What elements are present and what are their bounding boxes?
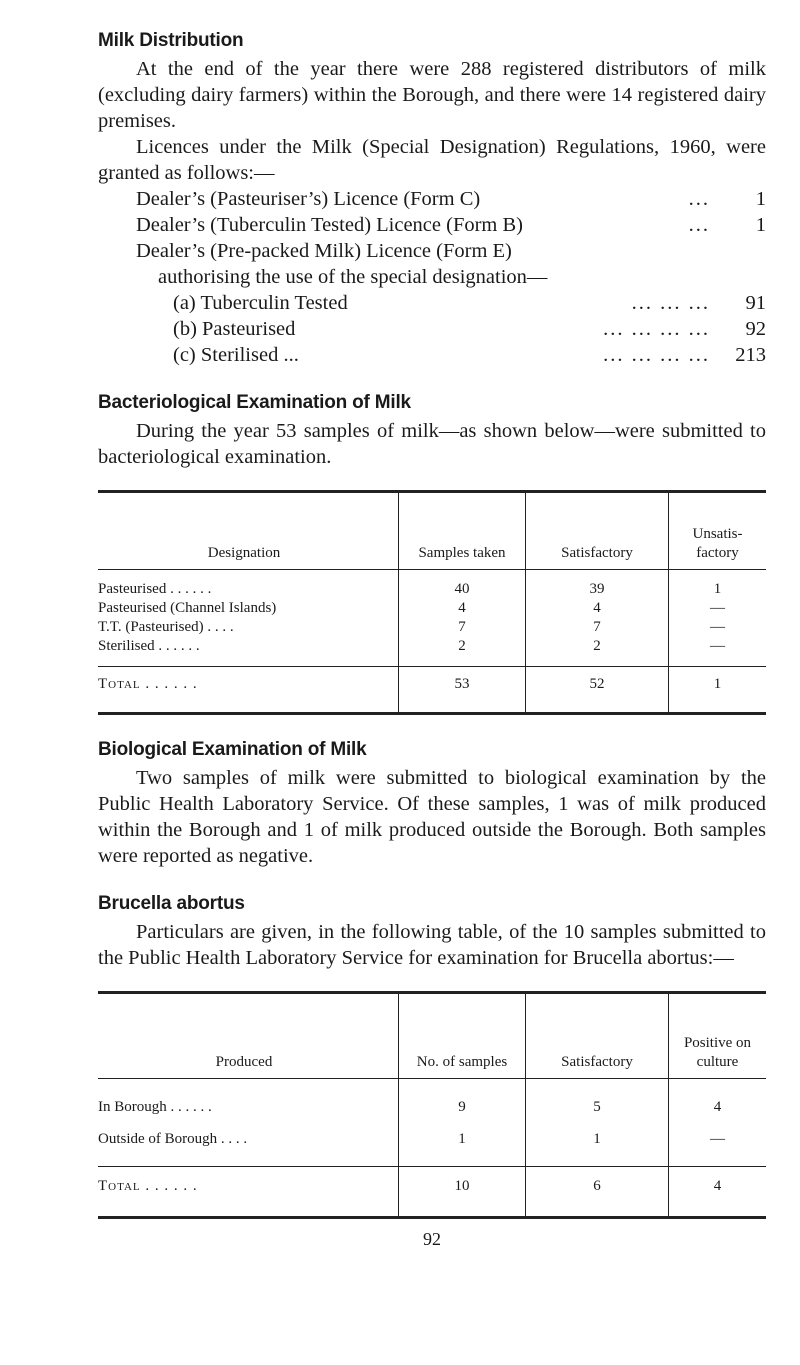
section-heading-biological: Biological Examination of Milk [98,739,367,760]
bacteriological-table [98,490,766,715]
paragraph-distributors: At the end of the year there were 288 registered distributors of milk (excluding dairy farmers) within the Borough, and there were 14 registered dairy premises. [98,58,766,132]
table-row [98,599,766,618]
paragraph-licences-intro: Licences under the Milk (Special Designation) Regulations, 1960, were granted as follows:— [98,136,766,184]
table-row [98,1079,766,1123]
designation-count: 92 [745,318,766,340]
licence-row [98,212,766,238]
licence-count: 1 [755,188,766,210]
samples-cell: 2 [399,637,526,667]
produced-cell: In Borough . . . . . . [98,1099,212,1116]
designation-cell: Pasteurised . . . . . . [98,581,212,597]
total-samples: 10 [399,1167,526,1218]
produced-cell: Outside of Borough . . . . [98,1130,248,1147]
designation-label: (b) Pasteurised [173,318,296,340]
section-heading-bacteriological: Bacteriological Examination of Milk [98,392,411,413]
column-header: No. of samples [399,993,526,1079]
column-header: Satisfactory [526,993,669,1079]
column-header: Designation [98,492,399,570]
licence-label: Dealer’s (Pasteuriser’s) Licence (Form C) [136,188,481,210]
brucella-table [98,991,766,1219]
document-page [98,30,766,1250]
unsatisfactory-cell: — [669,599,767,618]
satisfactory-cell: 4 [526,599,669,618]
satisfactory-cell: 5 [526,1079,669,1123]
total-label: Total . . . . . . [98,676,198,692]
leader-dots: ... [688,214,710,236]
total-label: Total . . . . . . [98,1178,198,1194]
total-samples: 53 [399,667,526,714]
designation-row [98,290,766,316]
designation-cell: Sterilised . . . . . . [98,638,200,654]
licence-count: 1 [755,214,766,236]
table-row [98,570,766,600]
satisfactory-cell: 2 [526,637,669,667]
total-unsatisfactory: 1 [669,667,767,714]
licence-list [98,186,766,368]
designation-row [98,316,766,342]
samples-cell: 9 [399,1079,526,1123]
total-satisfactory: 6 [526,1167,669,1218]
licence-row [98,186,766,212]
table-row [98,618,766,637]
samples-cell: 7 [399,618,526,637]
unsatisfactory-cell: — [669,618,767,637]
leader-dots: ... ... ... ... [603,344,710,366]
page-number: 92 [423,1229,441,1249]
designation-cell: T.T. (Pasteurised) . . . . [98,619,234,635]
column-header: Positive on culture [669,993,767,1079]
leader-dots: ... [688,188,710,210]
positive-cell: — [669,1123,767,1167]
leader-dots: ... ... ... ... [603,318,710,340]
paragraph-biological: Two samples of milk were submitted to biological examination by the Public Health Laboratory Service. Of these samples, 1 was of milk produced within the Borough and 1 of milk produced outside the Borough. Both samples were reported as negative. [98,767,766,867]
designation-label: (c) Sterilised ... [173,344,299,366]
licence-prepacked-line1: Dealer’s (Pre-packed Milk) Licence (Form E) [136,240,512,262]
column-header: Produced [98,993,399,1079]
column-header: Samples taken [399,492,526,570]
satisfactory-cell: 1 [526,1123,669,1167]
paragraph-brucella: Particulars are given, in the following table, of the 10 samples submitted to the Public Health Laboratory Service for examination for Brucella abortus:— [98,921,766,969]
paragraph-bacteriological: During the year 53 samples of milk—as shown below—were submitted to bacteriological examination. [98,420,766,468]
leader-dots: ... ... ... [631,292,710,314]
licence-prepacked-line2: authorising the use of the special designation— [158,266,548,288]
licence-label: Dealer’s (Tuberculin Tested) Licence (Form B) [136,214,524,236]
section-heading-brucella: Brucella abortus [98,893,245,914]
designation-cell: Pasteurised (Channel Islands) [98,600,277,616]
section-heading-milk-distribution: Milk Distribution [98,30,244,51]
unsatisfactory-cell: — [669,637,767,667]
column-header: Satisfactory [526,492,669,570]
samples-cell: 1 [399,1123,526,1167]
satisfactory-cell: 7 [526,618,669,637]
table-row [98,1123,766,1167]
designation-label: (a) Tuberculin Tested [173,292,348,314]
total-satisfactory: 52 [526,667,669,714]
total-row [98,667,766,714]
total-positive: 4 [669,1167,767,1218]
samples-cell: 40 [399,570,526,600]
designation-count: 91 [745,292,766,314]
total-row [98,1167,766,1218]
samples-cell: 4 [399,599,526,618]
column-header: Unsatis-factory [669,492,767,570]
table-row [98,637,766,667]
designation-count: 213 [735,344,766,366]
designation-row [98,342,766,368]
satisfactory-cell: 39 [526,570,669,600]
unsatisfactory-cell: 1 [669,570,767,600]
positive-cell: 4 [669,1079,767,1123]
